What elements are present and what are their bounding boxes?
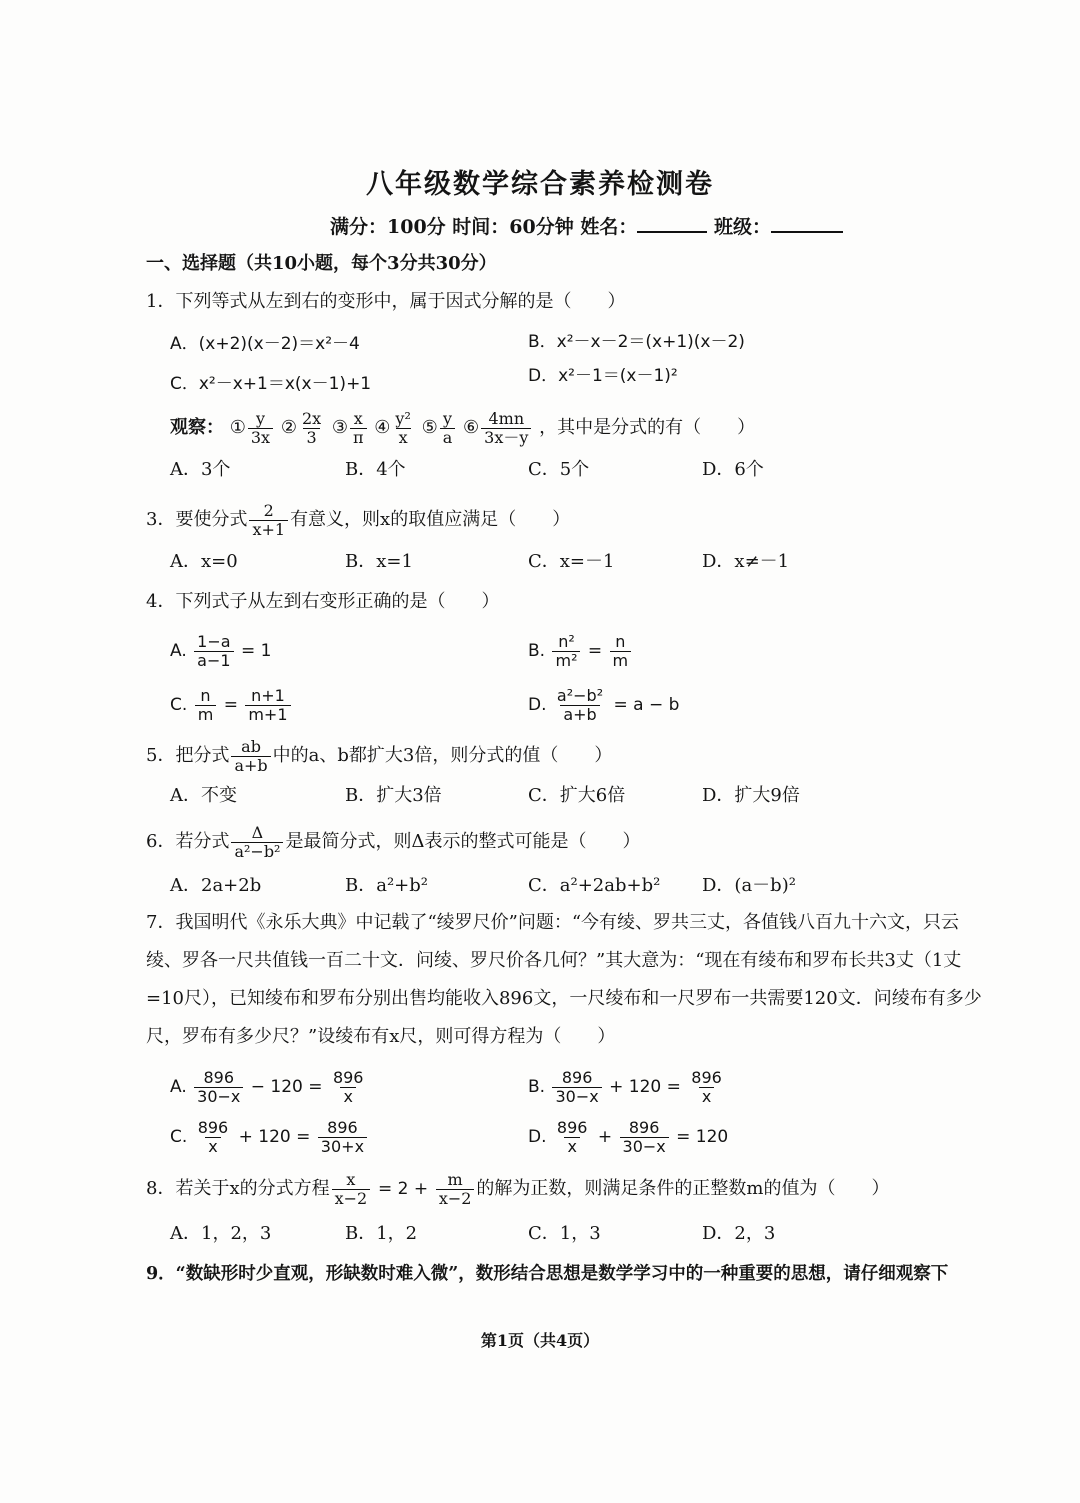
q4-b-den: m² [552, 651, 580, 670]
q4-b-fraction [552, 633, 580, 670]
q7-a-frac1 [194, 1069, 243, 1106]
q1-option-b: B．x²－x－2＝(x+1)(x－2) [528, 332, 745, 352]
q4-option-d [528, 682, 679, 728]
q2-fraction-6 [481, 410, 531, 447]
q3-den: x+1 [249, 520, 288, 539]
q2-index-5: ⑤ [421, 417, 438, 438]
q4-c-label: C. [170, 695, 188, 715]
page-footer: 第1页（共4页） [480, 1331, 600, 1350]
q4-c-eq: = [223, 695, 238, 715]
q3-option-d: D．x≠－1 [702, 551, 790, 572]
q4-d-den: a+b [560, 705, 599, 724]
q2-f1-den: 3x [248, 428, 273, 447]
q7-b-frac1 [552, 1069, 601, 1106]
q7-b-op: + 120 = [609, 1077, 681, 1097]
q6-option-c: C．a²+2ab+b² [528, 875, 661, 896]
q2-index-6: ⑥ [463, 417, 480, 438]
q7-c-n1: 896 [197, 1117, 229, 1137]
q4-a-label: A. [170, 641, 187, 661]
q5-fraction [231, 738, 270, 775]
q5-option-c: C．扩大6倍 [528, 785, 626, 806]
q7-b-frac2 [688, 1069, 725, 1106]
q5-pre: 5．把分式 [146, 745, 230, 766]
q7-b-d2: x [699, 1087, 714, 1106]
q7-c-label: C. [170, 1127, 188, 1147]
q2-f4-num: y² [395, 408, 411, 428]
q2-option-d: D．6个 [702, 459, 764, 480]
exam-title: 八年级数学综合素养检测卷 [366, 169, 714, 200]
q4-a-rhs: = 1 [240, 641, 272, 661]
q7-c-d1: x [205, 1137, 220, 1156]
q7-c-op: + 120 = [238, 1127, 311, 1147]
q4-c-den: m [195, 705, 217, 724]
q7-b-d1: 30−x [552, 1087, 601, 1106]
q5-post: 中的a、b都扩大3倍，则分式的值（ ） [272, 745, 613, 766]
name-blank[interactable] [637, 215, 707, 233]
q4-b-label: B. [528, 641, 546, 661]
q6-post: 是最简分式，则Δ表示的整式可能是（ ） [285, 831, 641, 852]
q8-mid: = 2 + [377, 1179, 429, 1199]
q3-option-a: A．x=0 [170, 551, 238, 572]
q3-post: 有意义，则x的取值应满足（ ） [290, 509, 571, 530]
q2-f6-num: 4mn [488, 408, 525, 428]
q7-d-tail: = 120 [676, 1127, 729, 1147]
time-label: 时间：60分钟 [452, 216, 574, 238]
question-9-stem: 9．“数缺形时少直观，形缺数时难入微”，数形结合思想是数学学习中的一种重要的思想，请仔细观察下 [146, 1264, 949, 1284]
q7-a-n2: 896 [332, 1067, 364, 1087]
q2-fraction-3 [350, 410, 367, 447]
q4-c-num: n [200, 685, 211, 705]
q7-a-d1: 30−x [194, 1087, 243, 1106]
q8-n1: x [346, 1169, 356, 1189]
exam-info-line [330, 212, 890, 239]
q7-b-n2: 896 [691, 1067, 722, 1087]
q3-num: 2 [263, 500, 274, 520]
q7-b-n1: 896 [561, 1067, 593, 1087]
q2-suffix: ，其中是分式的有（ ） [539, 417, 756, 438]
q7-b-label: B. [528, 1077, 546, 1097]
q8-n2: m [447, 1169, 463, 1189]
question-4-stem: 4．下列式子从左到右变形正确的是（ ） [146, 591, 500, 612]
class-label: 班级： [714, 216, 772, 238]
score-label: 满分：100分 [330, 216, 446, 238]
q7-a-label: A. [170, 1077, 187, 1097]
question-6-stem [146, 822, 640, 862]
q2-option-c: C．5个 [528, 459, 590, 480]
q2-index-2: ② [280, 417, 297, 438]
q5-option-a: A．不变 [170, 785, 237, 806]
q7-a-d2: x [340, 1087, 355, 1106]
q8-d1: x−2 [332, 1189, 371, 1208]
q4-c-rden: m+1 [245, 705, 290, 724]
q4-b-rhs-fraction [610, 633, 632, 670]
q7-option-d [528, 1112, 728, 1162]
question-8-stem [146, 1168, 890, 1210]
q7-c-n2: 896 [327, 1117, 358, 1137]
q5-option-d: D．扩大9倍 [702, 785, 800, 806]
q6-pre: 6．若分式 [146, 831, 230, 852]
q7-d-d2: 30−x [620, 1137, 669, 1156]
q2-index-3: ③ [331, 417, 349, 438]
q4-d-num: a²−b² [556, 685, 604, 705]
q8-d2: x−2 [436, 1189, 475, 1208]
q7-c-frac2 [318, 1119, 367, 1156]
q2-option-b: B．4个 [345, 459, 406, 480]
q1-option-c: C．x²－x+1＝x(x－1)+1 [170, 374, 372, 394]
q3-option-c: C．x=－1 [528, 551, 615, 572]
q7-d-op: + [597, 1127, 613, 1147]
q5-option-b: B．扩大3倍 [345, 785, 442, 806]
q2-f3-num: x [353, 408, 363, 428]
q2-f4-den: x [396, 428, 411, 447]
q7-a-frac2 [330, 1069, 367, 1106]
q6-option-a: A．2a+2b [170, 875, 262, 896]
q7-d-n2: 896 [628, 1117, 660, 1137]
q8-option-c: C．1，3 [528, 1223, 601, 1244]
q7-a-op: − 120 = [250, 1077, 323, 1097]
q4-option-a [170, 628, 271, 674]
q2-fraction-2 [299, 410, 324, 447]
q2-fraction-4 [392, 410, 413, 447]
q4-c-rhs-fraction [245, 687, 290, 724]
q2-f2-num: 2x [301, 408, 322, 428]
q7-c-d2: 30+x [318, 1137, 367, 1156]
q2-fraction-5 [440, 410, 456, 447]
q2-f5-num: y [443, 408, 453, 428]
q6-fraction [231, 824, 283, 861]
q4-d-rhs: = a − b [613, 695, 680, 715]
q4-b-num: n² [558, 631, 575, 651]
q1-option-a: A．(x+2)(x－2)＝x²－4 [170, 334, 360, 354]
q2-index-1: ① [229, 417, 246, 438]
q7-d-d1: x [564, 1137, 579, 1156]
q4-b-rnum: n [615, 631, 626, 651]
question-1-stem: 1．下列等式从左到右的变形中，属于因式分解的是（ ） [146, 291, 626, 312]
q4-a-fraction [194, 633, 233, 670]
q7-a-n1: 896 [203, 1067, 235, 1087]
q2-f6-den: 3x－y [481, 428, 531, 447]
q2-index-4: ④ [374, 417, 391, 438]
q2-f3-den: π [350, 428, 367, 447]
q1-option-d: D．x²－1＝(x－1)² [528, 366, 678, 386]
q4-option-c [170, 682, 293, 728]
q8-pre: 8．若关于x的分式方程 [146, 1178, 330, 1199]
question-2-stem [170, 408, 755, 448]
q4-option-b [528, 628, 633, 674]
question-7-stem: 7．我国明代《永乐大典》中记载了“绫罗尺价”问题：“今有绫、罗共三丈，各值钱八百九十六文，只云绫、罗各一尺共值钱一百二十文．问绫、罗尺价各几何？”其大意为：“现在有绫布和罗布长共3丈（1丈=10尺），已知绫布和罗布分别出售均能收入896文，一尺绫布和一尺罗布一共需要120文．问绫布有多少尺，罗布有多少尺？”设绫布有x尺，则可得方程为（ ） [146, 912, 982, 1047]
q8-frac1 [332, 1171, 371, 1208]
q6-option-d: D．(a－b)² [702, 875, 796, 896]
q7-d-label: D. [528, 1127, 547, 1147]
q5-num: ab [241, 736, 261, 756]
section-heading: 一、选择题（共10小题，每个3分共30分） [146, 253, 497, 274]
q7-d-frac2 [620, 1119, 669, 1156]
q8-frac2 [436, 1171, 475, 1208]
q7-c-frac1 [195, 1119, 232, 1156]
q6-num: Δ [251, 822, 264, 842]
name-label: 姓名： [580, 216, 638, 238]
q3-option-b: B．x=1 [345, 551, 413, 572]
q4-a-num: 1−a [197, 631, 231, 651]
q8-option-d: D．2，3 [702, 1223, 776, 1244]
class-blank[interactable] [771, 215, 843, 233]
q3-fraction [249, 502, 288, 539]
q6-option-b: B．a²+b² [345, 875, 428, 896]
q2-fraction-1 [248, 410, 273, 447]
q6-den: a²−b² [231, 842, 283, 861]
q8-option-b: B．1，2 [345, 1223, 418, 1244]
q2-option-a: A．3个 [170, 459, 231, 480]
q4-b-eq: = [587, 641, 603, 661]
q4-d-label: D. [528, 695, 547, 715]
q7-d-frac1 [554, 1119, 591, 1156]
q7-option-c [170, 1112, 369, 1162]
q7-option-a [170, 1062, 368, 1112]
question-5-stem [146, 736, 612, 776]
q4-d-fraction [554, 687, 606, 724]
q8-post: 的解为正数，则满足条件的正整数m的值为（ ） [476, 1178, 890, 1199]
q7-option-b [528, 1062, 727, 1112]
q5-den: a+b [231, 756, 270, 775]
q4-c-fraction [195, 687, 217, 724]
q2-prefix: 观察： [170, 417, 224, 438]
q8-option-a: A．1，2，3 [170, 1223, 272, 1244]
question-3-stem [146, 500, 570, 540]
q3-pre: 3．要使分式 [146, 509, 248, 530]
q7-d-n1: 896 [556, 1117, 588, 1137]
q2-f1-num: y [255, 408, 265, 428]
q4-b-rden: m [610, 651, 632, 670]
q4-a-den: a−1 [194, 651, 233, 670]
q2-f2-den: 3 [303, 428, 319, 447]
q2-f5-den: a [440, 428, 456, 447]
q4-c-rnum: n+1 [251, 685, 285, 705]
